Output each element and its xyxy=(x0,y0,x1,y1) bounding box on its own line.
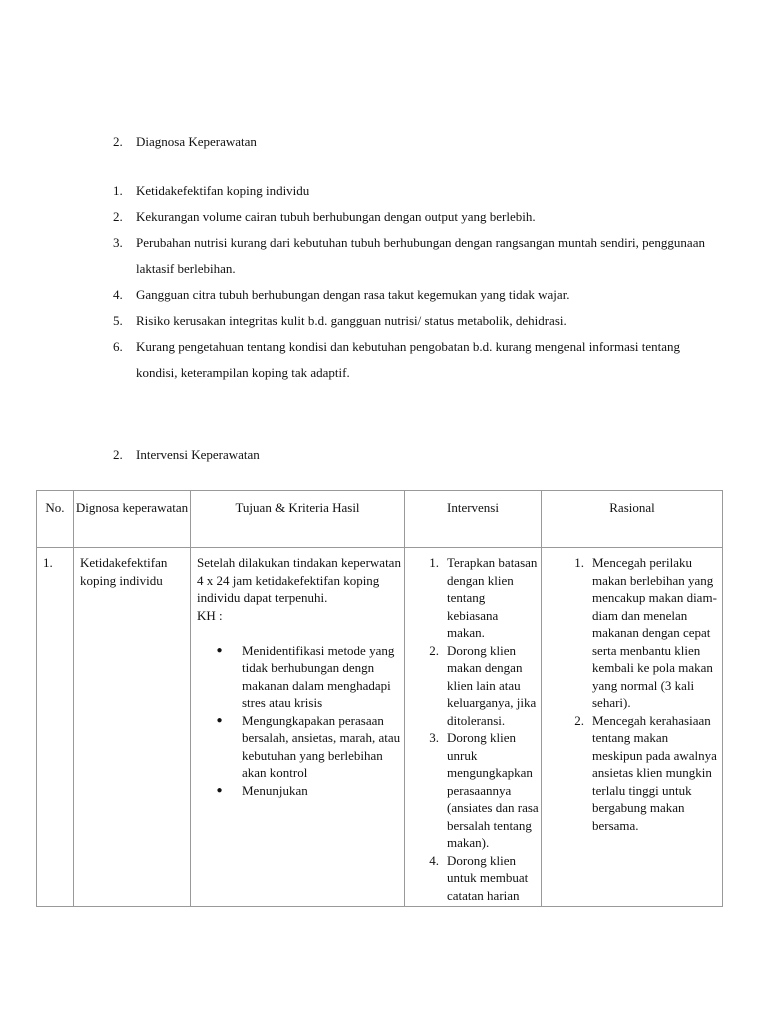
kriteria-hasil-list xyxy=(197,642,402,800)
intervensi-table xyxy=(36,490,723,907)
intervensi-heading-title: Intervensi Keperawatan xyxy=(136,447,260,462)
list-item xyxy=(113,334,713,386)
cell-tujuan xyxy=(191,548,405,907)
list-item xyxy=(542,712,722,835)
intervensi-heading xyxy=(113,447,260,463)
list-item xyxy=(113,282,713,308)
list-item xyxy=(405,852,541,905)
list-item-number: 2. xyxy=(574,712,584,728)
list-item-text: Dorong klien unruk mengungkapkan perasaannya (ansiates dan rasa bersalah tentang makan). xyxy=(447,730,539,850)
list-item xyxy=(197,712,402,782)
cell-no: 1. xyxy=(37,548,74,907)
list-item-number: 6. xyxy=(113,339,123,354)
list-item-number: 4. xyxy=(113,287,123,302)
header-dignosa: Dignosa keperawatan xyxy=(74,491,191,548)
list-item-text: Perubahan nutrisi kurang dari kebutuhan tubuh berhubungan dengan rangsangan muntah sendiri, penggunaan laktasif berlebihan. xyxy=(136,235,705,276)
list-item xyxy=(113,178,713,204)
cell-dignosa: Ketidakefektifan koping individu xyxy=(74,548,191,907)
list-item-number: 2. xyxy=(113,209,123,224)
list-item-text: Mencegah kerahasiaan tentang makan meskipun pada awalnya ansietas klien mungkin terlalu tinggi untuk bergabung makan bersama. xyxy=(592,712,717,833)
list-item-number: 1. xyxy=(429,555,439,570)
list-item xyxy=(405,554,541,642)
list-item xyxy=(197,642,402,712)
list-item-number: 2. xyxy=(429,642,439,658)
list-item-number: 3. xyxy=(113,235,123,250)
diagnosa-list xyxy=(113,178,713,386)
list-item-text: Ketidakefektifan koping individu xyxy=(136,183,310,198)
list-item-text: Mencegah perilaku makan berlebihan yang mencakup makan diam-diam dan menelan makanan dengan cepat serta menbantu klien kembali ke pola makan yang normal (3 kali sehari). xyxy=(592,555,717,710)
cell-rasional xyxy=(542,548,723,907)
list-item-number: 1. xyxy=(113,183,123,198)
list-item-text: Risiko kerusakan integritas kulit b.d. gangguan nutrisi/ status metabolik, dehidrasi. xyxy=(136,313,567,328)
table-row xyxy=(37,548,723,907)
intervensi-list xyxy=(405,554,541,904)
list-item xyxy=(113,308,713,334)
list-item xyxy=(113,204,713,230)
list-item-text: Kurang pengetahuan tentang kondisi dan kebutuhan pengobatan b.d. kurang mengenal informasi tentang kondisi, keterampilan koping tak adaptif. xyxy=(136,339,681,380)
list-item xyxy=(113,230,713,282)
table-header-row xyxy=(37,491,723,548)
list-item xyxy=(197,782,402,800)
list-item-number: 1. xyxy=(574,555,584,570)
header-rasional: Rasional xyxy=(542,491,723,548)
list-item-text: Mengungkapakan perasaan bersalah, ansietas, marah, atau kebutuhan yang berlebihan akan kontrol xyxy=(242,712,401,780)
tujuan-kh-label: KH : xyxy=(197,607,223,623)
diagnosa-heading xyxy=(113,134,257,150)
bullet-icon: ● xyxy=(216,644,223,656)
diagnosa-heading-number: 2. xyxy=(113,134,123,149)
list-item-number: 5. xyxy=(113,313,123,328)
header-intervensi: Intervensi xyxy=(405,491,542,548)
bullet-icon: ● xyxy=(216,714,223,726)
intervensi-heading-number: 2. xyxy=(113,447,123,462)
list-item-text: Terapkan batasan dengan klien tentang kebiasana makan. xyxy=(447,555,538,640)
header-tujuan: Tujuan & Kriteria Hasil xyxy=(191,491,405,548)
header-no: No. xyxy=(37,491,74,548)
list-item-number: 4. xyxy=(429,852,439,868)
list-item-text: Dorong klien makan dengan klien lain atau keluarganya, jika ditoleransi. xyxy=(447,642,537,728)
list-item-text: Menidentifikasi metode yang tidak berhubungan dengn makanan dalam menghadapi stres atau krisis xyxy=(242,642,395,710)
list-item-text: Gangguan citra tubuh berhubungan dengan rasa takut kegemukan yang tidak wajar. xyxy=(136,287,570,302)
list-item xyxy=(405,642,541,730)
list-item-text: Menunjukan xyxy=(242,782,308,798)
list-item-text: Kekurangan volume cairan tubuh berhubungan dengan output yang berlebih. xyxy=(136,209,536,224)
list-item-number: 3. xyxy=(429,730,439,745)
bullet-icon: ● xyxy=(216,784,223,796)
list-item xyxy=(542,554,722,712)
list-item xyxy=(405,729,541,852)
list-item-text: Dorong klien untuk membuat catatan harian xyxy=(447,852,529,903)
diagnosa-heading-title: Diagnosa Keperawatan xyxy=(136,134,257,149)
tujuan-goal: Setelah dilakukan tindakan keperwatan 4 x 24 jam ketidakefektifan koping individu dapat terpenuhi. xyxy=(197,555,401,605)
rasional-list xyxy=(542,554,722,834)
cell-intervensi xyxy=(405,548,542,907)
